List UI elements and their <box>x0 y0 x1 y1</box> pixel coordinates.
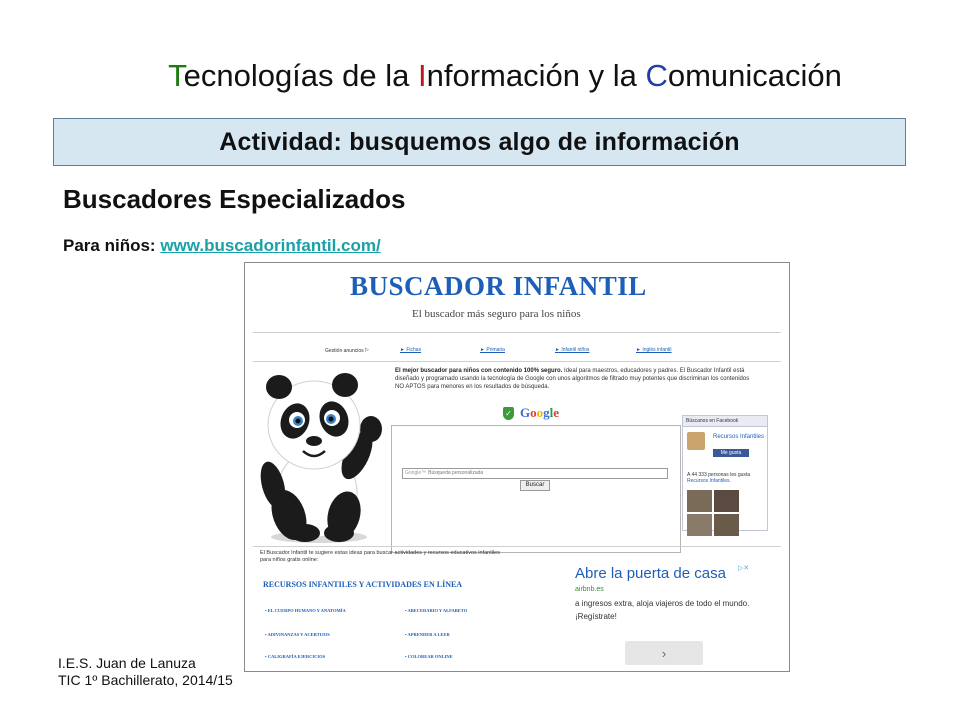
facebook-widget <box>682 415 768 531</box>
custom-search-box <box>391 425 681 553</box>
airbnb-ad <box>575 565 751 669</box>
like-count-text: A 44 333 personas les gusta <box>687 472 751 478</box>
intro-bold: El mejor buscador para niños con contenido 100% seguro. <box>395 368 563 374</box>
title-part: ecnologías de la <box>183 58 418 93</box>
google-letter: G <box>520 405 531 420</box>
search-button[interactable]: Buscar <box>520 480 550 491</box>
divider <box>253 332 781 333</box>
site-intro <box>395 367 755 391</box>
title-part: omunicación <box>667 58 842 93</box>
kids-label: Para niños: <box>63 236 161 255</box>
site-tagline: El buscador más seguro para los niños <box>412 308 581 320</box>
slide-title <box>0 58 960 94</box>
resource-link[interactable]: • ABECEDARIO Y ALFABETO <box>405 608 468 613</box>
site-nav <box>325 345 705 357</box>
google-letter: e <box>553 405 560 420</box>
kids-search-line <box>63 236 381 256</box>
facebook-page-avatar[interactable] <box>687 432 705 450</box>
google-letter: l <box>549 405 554 420</box>
section-heading: Buscadores Especializados <box>63 184 406 214</box>
resource-link[interactable]: • CALIGRAFÍA EJERCICIOS <box>265 654 326 659</box>
google-tag: Google™ <box>405 470 427 476</box>
ad-next-button[interactable]: › <box>625 641 703 665</box>
facebook-like-button[interactable]: Me gusta <box>713 449 749 457</box>
avatar[interactable] <box>714 490 739 512</box>
google-logo <box>520 405 559 421</box>
panda-mascot-image <box>249 365 389 545</box>
google-letter: o <box>536 405 544 420</box>
ad-choices-close-icon[interactable]: ▷✕ <box>738 565 750 572</box>
search-input[interactable] <box>402 468 668 479</box>
facebook-faces <box>687 490 765 536</box>
title-part: T <box>168 58 184 93</box>
kids-search-link[interactable]: www.buscadorinfantil.com/ <box>160 236 381 255</box>
divider <box>253 546 781 547</box>
avatar[interactable] <box>714 514 739 536</box>
nav-link-ingles-infantil[interactable]: ► Inglés infantil <box>636 347 672 353</box>
nav-gestion-anuncios[interactable]: Gestión anuncios <box>325 348 364 354</box>
avatar[interactable] <box>687 490 712 512</box>
divider <box>253 361 781 362</box>
footer <box>58 655 233 689</box>
shield-check-icon: ✓ <box>503 407 514 420</box>
website-screenshot <box>244 262 790 672</box>
ad-text: a ingresos extra, aloja viajeros de todo el mundo. ¡Regístrate! <box>575 599 750 621</box>
search-placeholder: Búsqueda personalizada <box>428 470 484 476</box>
resource-link[interactable]: • ADIVINANZAS Y ACERTIJOS <box>265 632 330 637</box>
activity-banner <box>53 118 906 166</box>
ad-site[interactable]: airbnb.es <box>575 586 604 593</box>
play-icon: ▷ <box>365 347 369 353</box>
title-part: I <box>418 58 427 93</box>
google-badge <box>503 405 559 421</box>
nav-link-fichas[interactable]: ► Fichas <box>400 347 422 353</box>
resource-link[interactable]: • APRENDER A LEER <box>405 632 450 637</box>
title-part: nformación y la <box>426 58 646 93</box>
resources-title: RECURSOS INFANTILES Y ACTIVIDADES EN LÍNEA <box>263 580 463 589</box>
facebook-like-count <box>687 472 767 484</box>
site-logo[interactable]: BUSCADOR INFANTIL <box>350 271 647 301</box>
avatar[interactable] <box>687 514 712 536</box>
google-letter: o <box>530 405 537 420</box>
footer-school: I.E.S. Juan de Lanuza <box>58 655 196 671</box>
facebook-page-name[interactable]: Recursos Infantiles <box>713 434 765 440</box>
suggest-text: El Buscador Infantil te sugiere estas ideas para buscar actividades y recursos educativos infantiles para niños gratis online: <box>260 550 500 563</box>
nav-link-infantil-ninos[interactable]: ► Infantil niños <box>555 347 590 353</box>
resource-link[interactable]: • EL CUERPO HUMANO Y ANATOMÍA <box>265 608 346 613</box>
facebook-header: Búscanos en Facebook <box>683 416 767 427</box>
title-part: C <box>645 58 668 93</box>
footer-course: TIC 1º Bachillerato, 2014/15 <box>58 672 233 688</box>
resource-link[interactable]: • COLOREAR ONLINE <box>405 654 453 659</box>
ad-title[interactable]: Abre la puerta de casa <box>575 565 726 582</box>
like-count-page[interactable]: Recursos Infantiles. <box>687 478 731 484</box>
activity-heading: Actividad: busquemos algo de información <box>219 127 740 156</box>
google-letter: g <box>543 405 550 420</box>
intro-text: Ideal para maestros, educadores y padres. El Buscador Infantil está diseñado y programado usando la tecnología de Google con unos algoritmos de filtrado muy potentes que discriminan los contenidos NO APTOS para menores en los resultados de búsqueda. <box>395 368 750 390</box>
nav-link-primaria[interactable]: ► Primaria <box>480 347 505 353</box>
